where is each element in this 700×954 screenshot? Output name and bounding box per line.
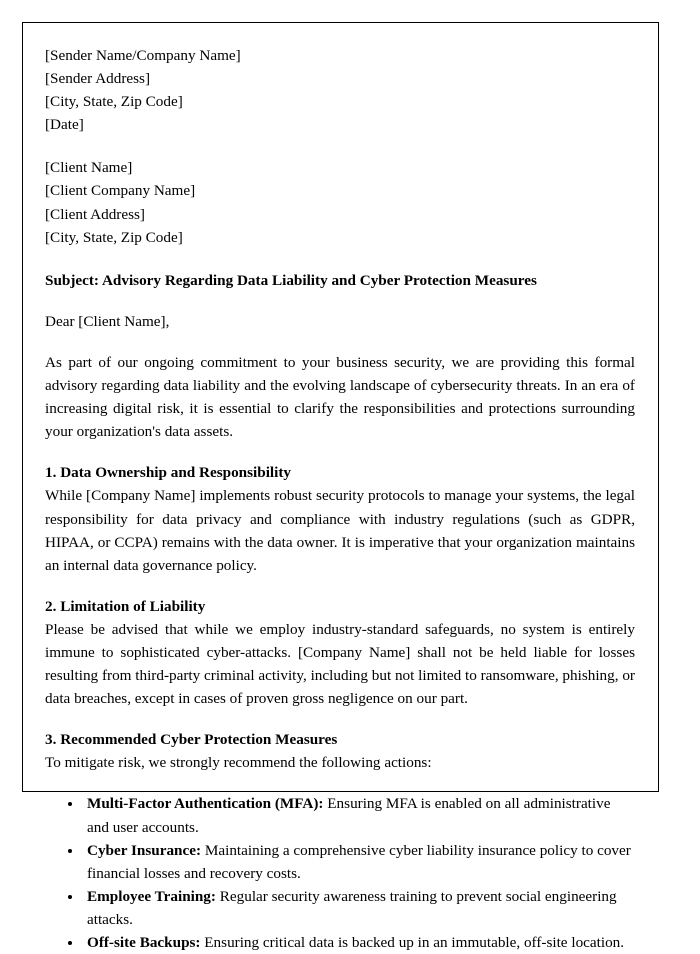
spacer-after-salutation — [45, 333, 635, 351]
list-item — [83, 839, 635, 885]
sender-line-3: [City, State, Zip Code] — [45, 93, 183, 111]
intro-paragraph: As part of our ongoing commitment to your business security, we are providing this formal advisory regarding data liability and the evolving landscape of cybersecurity threats. In an era of increasing digital risk, it is essential to clarify the responsibilities and protections surrounding your organization's data assets. — [45, 353, 635, 441]
recommendation-text: Ensuring critical data is backed up in an immutable, off-site location. — [200, 934, 625, 951]
recommendation-term: Employee Training: — [87, 887, 216, 905]
section-3-heading: 3. Recommended Cyber Protection Measures — [45, 731, 338, 749]
list-item — [83, 792, 635, 838]
section-1-body: While [Company Name] implements robust security protocols to manage your systems, the legal responsibility for data privacy and compliance with industry regulations (such as GDPR, HIPAA, or CCPA) remains with the data owner. It is imperative that your organization maintains an internal data governance policy. — [45, 487, 635, 574]
recommendation-term: Multi-Factor Authentication (MFA): — [87, 795, 324, 813]
recommendation-term: Off-site Backups: — [87, 934, 201, 951]
recommendation-text: Maintaining a comprehensive cyber liability insurance policy to cover financial losses and recovery costs. — [87, 841, 631, 882]
page-border-right — [658, 22, 659, 792]
recommendations-list — [45, 792, 635, 954]
page-border-top — [22, 22, 659, 23]
recipient-line-4: [City, State, Zip Code] — [45, 228, 183, 246]
section-3-body: To mitigate risk, we strongly recommend the following actions: — [45, 754, 432, 772]
sender-line-4: [Date] — [45, 116, 84, 134]
page-border-left — [22, 22, 23, 792]
sender-line-2: [Sender Address] — [45, 70, 151, 88]
section-2-heading: 2. Limitation of Liability — [45, 597, 206, 615]
sender-line-1: [Sender Name/Company Name] — [45, 47, 241, 64]
recommendation-text: Ensuring MFA is enabled on all administrative and user accounts. — [87, 795, 611, 836]
section-2-body: Please be advised that while we employ industry-standard safeguards, no system is entirely immune to sophisticated cyber-attacks. [Company Name] shall not be held liable for losses resulting from third-party criminal activity, including but not limited to ransomware, phishing, or data breaches, except in cases of proven gross negligence on our part. — [45, 620, 635, 708]
list-item — [83, 931, 635, 954]
spacer-after-recipient — [45, 249, 635, 269]
spacer-before-list — [45, 774, 635, 792]
spacer-after-section-1 — [45, 577, 635, 595]
spacer-after-section-2 — [45, 710, 635, 728]
recipient-line-2: [Client Company Name] — [45, 182, 196, 200]
recipient-line-3: [Client Address] — [45, 205, 145, 223]
list-item — [83, 885, 635, 931]
recipient-line-1: [Client Name] — [45, 159, 133, 177]
spacer-after-intro — [45, 443, 635, 461]
spacer-after-subject — [45, 292, 635, 310]
sender-address-block — [45, 44, 635, 136]
section-1-heading: 1. Data Ownership and Responsibility — [45, 464, 292, 482]
recipient-address-block — [45, 156, 635, 248]
document-content — [45, 44, 635, 954]
salutation: Dear [Client Name], — [45, 312, 170, 330]
spacer-after-sender — [45, 136, 635, 156]
subject-line: Subject: Advisory Regarding Data Liability and Cyber Protection Measures — [45, 271, 537, 289]
recommendation-text: Regular security awareness training to prevent social engineering attacks. — [87, 887, 617, 928]
recommendation-term: Cyber Insurance: — [87, 841, 202, 859]
